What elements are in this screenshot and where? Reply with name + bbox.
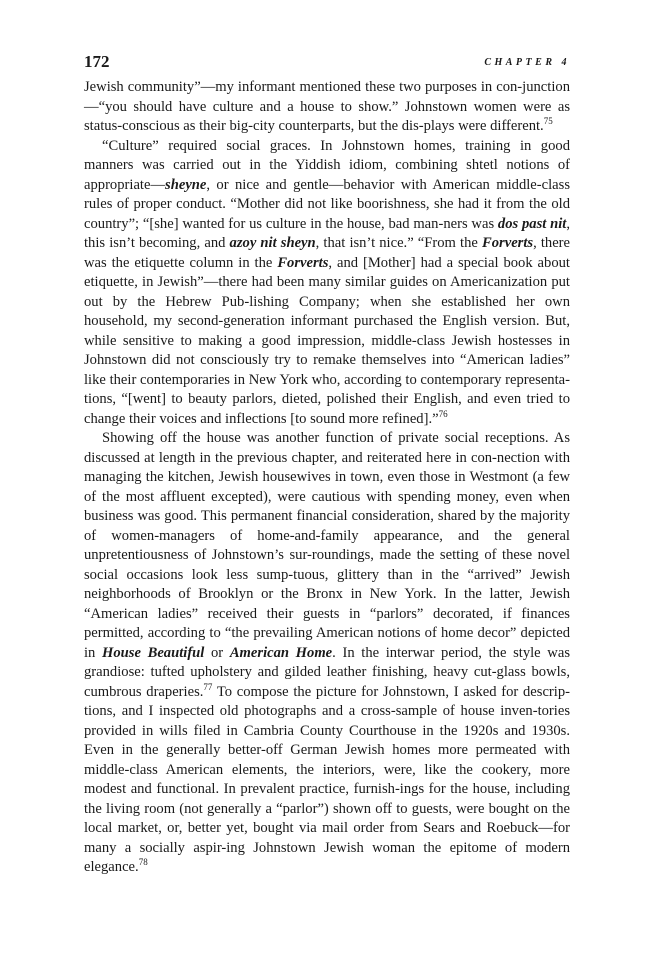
italic-term: sheyne bbox=[165, 176, 207, 193]
book-page bbox=[84, 50, 570, 878]
italic-term: Forverts bbox=[277, 254, 329, 271]
text-run: . In the interwar period, the style was grandiose: tufted upholstery and gilded leather finishing, heavy cut-glass bowls, cumbrous draperies. bbox=[84, 644, 570, 700]
italic-term: American Home bbox=[229, 644, 333, 661]
running-head: CHAPTER 4 bbox=[484, 57, 570, 68]
paragraph bbox=[84, 429, 570, 878]
text-run: Showing off the house was another function of private social receptions. As discussed at length in the previous chapter, and reiterated here in con-nection with managing the kitchen, Jewish housewives in town, even those in Westmont (a few of the most affluent excepted), were cautious with spending money, even when business was good. This permanent financial consideration, shared by the majority of women-managers of home-and-family appearance, and the general unpretentiousness of Johnstown’s sur-roundings, made the setting of these novel social occasions look less sump-tuous, glittery than in the “arrived” Jewish neighborhoods of Brooklyn or the Bronx in New York. In the latter, Jewish “American ladies” received their guests in “parlors” decorated, if finances permitted, according to “the prevailing American notions of home decor” depicted in bbox=[84, 430, 570, 661]
paragraph bbox=[84, 78, 570, 137]
italic-term: azoy nit sheyn bbox=[229, 235, 316, 251]
paragraph bbox=[84, 137, 570, 430]
text-run: , and [Mother] had a special book about etiquette, in Jewish”—there had been many similar guides on Americanization put out by the Hebrew Pub-lishing Company; when she established her own household, my second-generation informant purchased the English version. But, while sensitive to making a good impression, middle-class Jewish hostesses in Johnstown did not consciously try to remake themselves into “American ladies” like their contemporaries in New York who, according to contemporary representa-tions, “[went] to beauty parlors, dieted, polished their English, and even tried to change their voices and inflections [to sound more refined].” bbox=[84, 254, 570, 427]
italic-term: House Beautiful bbox=[102, 644, 205, 661]
italic-term: dos past nit bbox=[497, 215, 567, 232]
footnote-marker: 75 bbox=[543, 116, 553, 127]
text-run: To compose the picture for Johnstown, I asked for descrip-tions, and I inspected old photographs and a cross-sample of house inven-tories provided in wills filed in Cambria County Courthouse in the 1920s and 1930s. Even in the generally better-off German Jewish homes more permeated with middle-class American elements, the interiors, were, like the cookery, more modest and functional. In prevalent practice, furnish-ings for the house, including the living room (not generally a “parlor”) shown off to guests, were bought on the local market, or, better yet, bought via mail order from Sears and Roebuck—for many a socially aspir-ing Johnstown Jewish woman the epitome of modern elegance. bbox=[84, 683, 570, 875]
text-run: Jewish community”—my informant mentioned these two purposes in con-junction—“you should have culture and a house to show.” Johnstown women were as status-conscious as their big-city counterparts, but the dis-plays were different. bbox=[84, 79, 570, 134]
footnote-marker: 76 bbox=[438, 408, 448, 419]
text-run: , this isn’t becoming, and bbox=[84, 215, 570, 251]
footnote-marker: 78 bbox=[138, 857, 148, 868]
page-number: 172 bbox=[84, 52, 110, 71]
text-run: or bbox=[204, 644, 230, 661]
body-text bbox=[84, 78, 570, 878]
page-header bbox=[84, 50, 570, 78]
footnote-marker: 77 bbox=[203, 681, 213, 692]
text-run: “Culture” required social graces. In Johnstown homes, training in good manners was carried out in the Yiddish idiom, combining shtetl notions of appropriate— bbox=[84, 137, 570, 193]
text-run: , that isn’t nice.” “From the bbox=[315, 235, 482, 251]
italic-term: Forverts bbox=[482, 235, 534, 251]
text-run: , or nice and gentle—behavior with American middle-class rules of proper conduct. “Mother did not like boorishness, she had it from the old country”; “[she] wanted for us culture in the house, bad man-ners was bbox=[84, 176, 570, 232]
text-run: , there was the etiquette column in the bbox=[84, 235, 571, 271]
